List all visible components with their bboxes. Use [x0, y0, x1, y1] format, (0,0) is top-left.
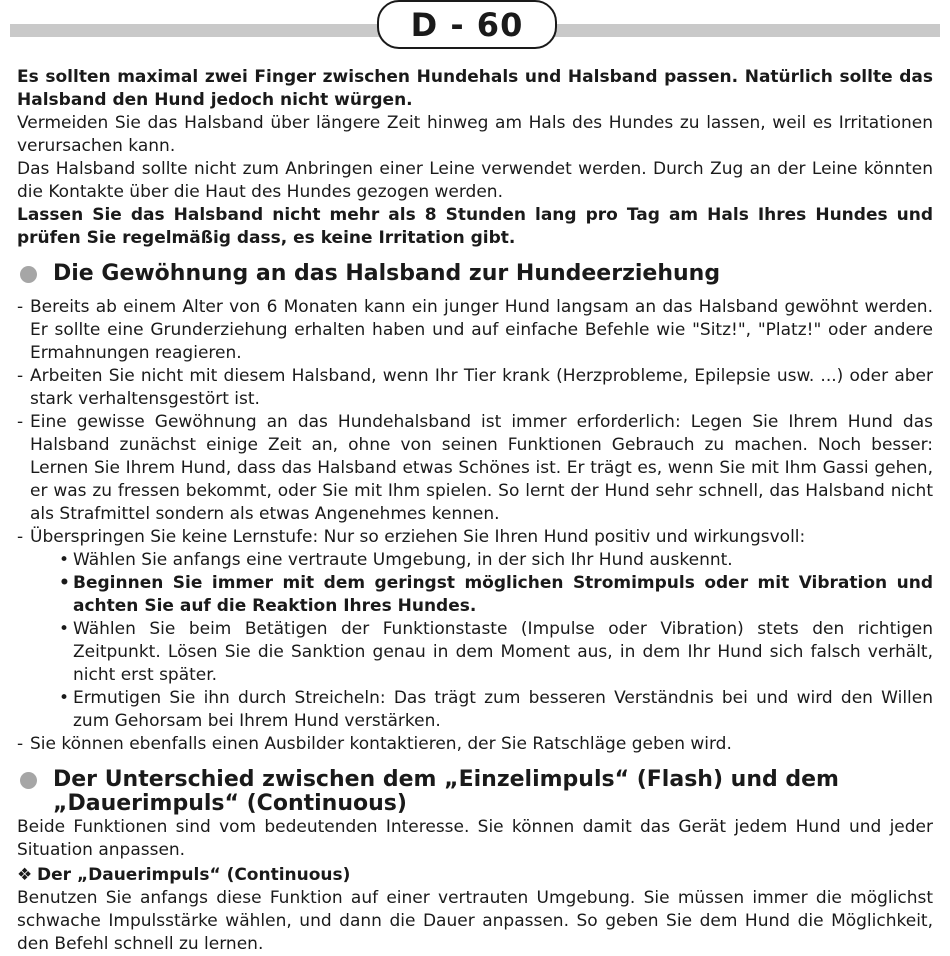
list-item	[17, 526, 933, 549]
dash-icon: -	[17, 412, 24, 432]
sub-list-item	[17, 549, 933, 572]
sub-list-item-text: Ermutigen Sie ihn durch Streicheln: Das trägt zum besseren Verständnis bei und wird den Willen zum Gehorsam bei Ihrem Hund verstärken.	[73, 688, 933, 731]
section-heading-habituation	[17, 262, 933, 286]
bullet-dot-icon: •	[59, 550, 70, 570]
intro-paragraph-leash: Das Halsband sollte nicht zum Anbringen einer Leine verwendet werden. Durch Zug an der Leine könnten die Kontakte über die Haut des Hundes gezogen werden.	[17, 159, 933, 202]
heading-bullet-icon	[20, 266, 37, 283]
section-heading-difference	[17, 768, 933, 816]
dash-icon: -	[17, 366, 24, 386]
list-item	[17, 296, 933, 365]
bullet-dot-icon: •	[59, 573, 70, 593]
document-body	[17, 66, 933, 956]
dash-icon: -	[17, 297, 24, 317]
sub-list-item-text: Wählen Sie anfangs eine vertraute Umgebung, in der sich Ihr Hund auskennt.	[73, 550, 733, 570]
list-item-text: Arbeiten Sie nicht mit diesem Halsband, wenn Ihr Tier krank (Herzprobleme, Epilepsie usw. ...) oder aber stark verhaltensgestört ist.	[30, 366, 933, 409]
section-title: Die Gewöhnung an das Halsband zur Hundeerziehung	[53, 261, 721, 286]
sub-list-item-text: Wählen Sie beim Betätigen der Funktionstaste (Impulse oder Vibration) stets den richtigen Zeitpunkt. Lösen Sie die Sanktion genau in dem Moment aus, in dem Ihr Hund sich falsch verhält, nicht erst später.	[73, 619, 933, 685]
list-item	[17, 365, 933, 411]
sub-list-item-text: Beginnen Sie immer mit dem geringst möglichen Stromimpuls oder mit Vibration und achten Sie auf die Reaktion Ihres Hundes.	[73, 573, 933, 616]
bullet-dot-icon: •	[59, 688, 70, 708]
page-number-badge: D - 60	[377, 0, 557, 49]
diamond-icon: ❖	[17, 865, 33, 885]
heading-bullet-icon	[20, 772, 37, 789]
list-item-text: Überspringen Sie keine Lernstufe: Nur so erziehen Sie Ihren Hund positiv und wirkungsvoll:	[30, 527, 806, 547]
sub-list-item	[17, 687, 933, 733]
intro-warning-fit: Es sollten maximal zwei Finger zwischen Hundehals und Halsband passen. Natürlich sollte das Halsband den Hund jedoch nicht würgen.	[17, 67, 933, 110]
dash-icon: -	[17, 734, 24, 754]
list-item	[17, 411, 933, 526]
list-item-text: Bereits ab einem Alter von 6 Monaten kann ein junger Hund langsam an das Halsband gewöhnt werden. Er sollte eine Grunderziehung erhalten haben und auf einfache Befehle wie "Sitz!", "Platz!" oder andere Ermahnungen reagieren.	[30, 297, 933, 363]
section-paragraph: Beide Funktionen sind vom bedeutenden Interesse. Sie können damit das Gerät jedem Hund und jeder Situation anpassen.	[17, 817, 933, 860]
intro-warning-hours: Lassen Sie das Halsband nicht mehr als 8 Stunden lang pro Tag am Hals Ihres Hundes und prüfen Sie regelmäßig dass, es keine Irritation gibt.	[17, 205, 933, 248]
list-item-text: Eine gewisse Gewöhnung an das Hundehalsband ist immer erforderlich: Legen Sie Ihrem Hund das Halsband zunächst einige Zeit an, ohne von seinen Funktionen Gebrauch zu machen. Noch besser: Lernen Sie Ihrem Hund, dass das Halsband etwas Schönes ist. Er trägt es, wenn Sie mit Ihm Gassi gehen, er was zu fressen bekommt, oder Sie mit Ihm spielen. So lernt der Hund sehr schnell, das Halsband nicht als Strafmittel sondern als etwas Angenehmes kennen.	[30, 412, 933, 524]
section-title-line-1: Der Unterschied zwischen dem „Einzelimpuls“ (Flash) und dem	[53, 767, 839, 792]
section-title-line-2: „Dauerimpuls“ (Continuous)	[53, 791, 407, 816]
sub-list-item	[17, 618, 933, 687]
dash-icon: -	[17, 527, 24, 547]
sub-heading-continuous	[17, 864, 933, 887]
sub-list-item	[17, 572, 933, 618]
sub-heading-text: Der „Dauerimpuls“ (Continuous)	[37, 865, 351, 885]
list-item-text: Sie können ebenfalls einen Ausbilder kontaktieren, der Sie Ratschläge geben wird.	[30, 734, 732, 754]
intro-paragraph-irritation: Vermeiden Sie das Halsband über längere Zeit hinweg am Hals des Hundes zu lassen, weil es Irritationen verursachen kann.	[17, 113, 933, 156]
list-item	[17, 733, 933, 756]
bullet-dot-icon: •	[59, 619, 70, 639]
sub-section-paragraph: Benutzen Sie anfangs diese Funktion auf einer vertrauten Umgebung. Sie müssen immer die möglichst schwache Impulsstärke wählen, und dann die Dauer anpassen. So geben Sie dem Hund die Möglichkeit, den Befehl schnell zu lernen.	[17, 888, 933, 954]
